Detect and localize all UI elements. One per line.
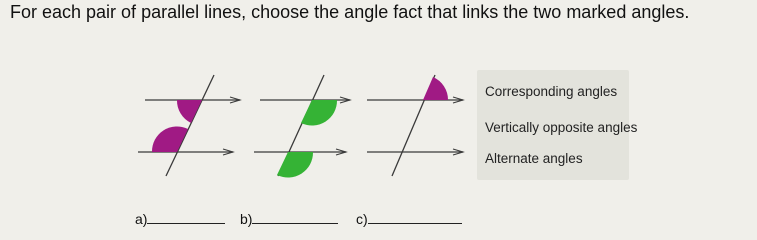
angle-a-top	[177, 100, 202, 123]
angle-a-bottom	[152, 126, 188, 152]
angle-c-top	[423, 77, 448, 100]
angle-facts-panel	[477, 70, 638, 180]
answer-c	[356, 211, 462, 227]
option-alternate[interactable]: Alternate angles	[485, 151, 583, 166]
diagram-a	[138, 75, 240, 176]
angle-b-top	[301, 100, 337, 126]
parallel-lines-diagram	[130, 70, 470, 180]
answer-a-label: a)	[135, 211, 148, 227]
angle-b-bottom	[277, 152, 313, 178]
question-text: For each pair of parallel lines, choose the angle fact that links the two marked angles.	[10, 2, 690, 22]
answer-c-label: c)	[356, 211, 368, 227]
diagram-c	[367, 75, 463, 176]
diagram-b	[254, 75, 350, 178]
option-vertically-opposite[interactable]: Vertically opposite angles	[485, 120, 638, 135]
answer-c-blank[interactable]	[368, 211, 462, 224]
option-corresponding[interactable]: Corresponding angles	[485, 84, 618, 99]
answer-a-blank[interactable]	[147, 211, 225, 224]
answer-b-label: b)	[240, 211, 253, 227]
answer-b	[240, 211, 338, 227]
answer-a	[135, 211, 225, 227]
answer-b-blank[interactable]	[252, 211, 338, 224]
